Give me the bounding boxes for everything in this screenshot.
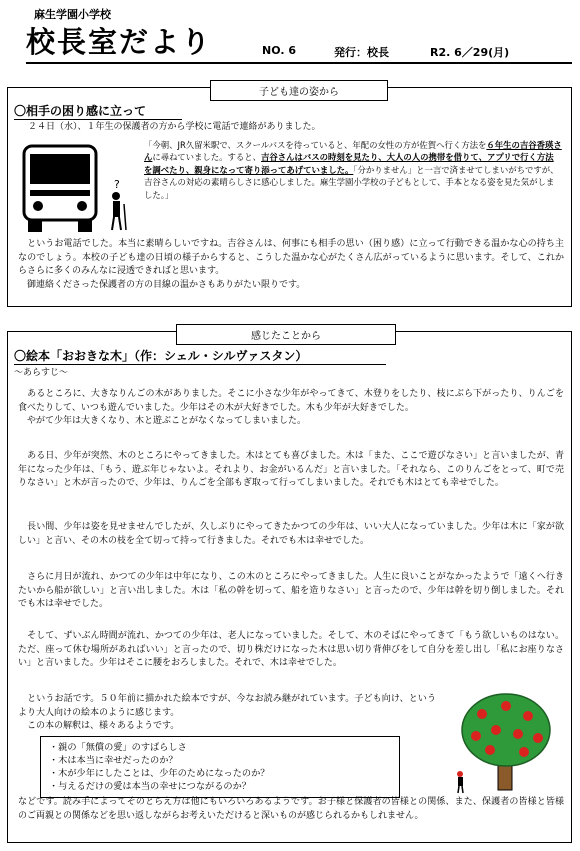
header-rule <box>26 62 572 64</box>
boy-body <box>458 777 463 786</box>
walking-cane <box>124 204 126 230</box>
boy-leg <box>458 786 459 793</box>
apple <box>491 725 501 735</box>
apple <box>501 701 511 711</box>
story-paragraph-6: というお話です。５０年前に描かれた絵本ですが、今なお読み継がれています。子ども向け、というより大人向けの絵本のように感じます。 この本の解釈は、様々あるようです。 <box>18 694 436 731</box>
section-label-feelings: 感じたことから <box>176 324 396 345</box>
old-woman-leg <box>112 217 114 230</box>
story-paragraph-5: そして、ずいぶん時間が流れ、かつての少年は、老人になっていました。そして、木のそばにやってきて「もう欲しいものはない。ただ、座って休む場所があればいい」と言ったので、切り株だけになった木は思い切り背伸びをして自分を差し出し「私にお座りなさい」と言いました。少年はそこに腰をおろしました。それで、木は幸せでした。 <box>18 631 564 668</box>
apple-tree-illustration <box>452 690 560 796</box>
bus-bumper-top <box>30 190 90 196</box>
apple <box>533 733 543 743</box>
issue-number: NO. 6 <box>262 44 296 57</box>
apple <box>477 709 487 719</box>
boy-head <box>457 771 463 777</box>
closing-paragraph: などです。読み手によってそのとらえ方は他にもいろいろあるようです。お子様と保護者の皆様との関係、また、保護者の皆様と皆様のご両親との関係などを思い返しながらお考えいただけると深いものが感じられるかもしれません。 <box>18 797 564 821</box>
boy-leg2 <box>462 786 463 793</box>
bus-illustration <box>18 142 134 237</box>
apple <box>519 747 529 757</box>
apple <box>471 731 481 741</box>
newsletter-title: 校長室だより <box>26 25 213 59</box>
apple <box>513 729 523 739</box>
quote-highlight-action: 吉谷さんはバスの時刻を見たり、大人の人の携帯を借りて、アプリで行く方法を調べたり、親身になって寄り添ってあげていました。 <box>144 152 554 175</box>
bus-windshield <box>30 154 90 184</box>
section2-heading: 〇絵本「おおきな木」（作：シェル・シルヴァスタン） <box>14 347 386 365</box>
question-mark: ? <box>114 178 120 191</box>
old-woman-body <box>113 201 120 217</box>
story-paragraph-4: さらに月日が流れ、かつての少年は中年になり、この木のところにやってきました。人生に良いことがなかったようで「遠くへ行きたいから船が欲しい」と言い出しました。木は「私の幹を切って、船を造りなさい」と言ったので、少年は幹を切り倒しました。それでも木は幸せでした。 <box>18 572 564 609</box>
issue-date: R2. 6／29(月) <box>430 46 510 59</box>
section-label-children: 子ども達の姿から <box>210 80 388 101</box>
old-woman-head <box>112 192 120 200</box>
parent-quote <box>144 139 562 201</box>
bus-wheel-left <box>28 220 42 232</box>
section1-heading: 〇相手の困り感に立って <box>14 102 182 120</box>
bus-headlight-left <box>33 201 43 211</box>
old-woman-leg2 <box>119 217 121 230</box>
bus-wheel-right <box>78 220 92 232</box>
story-paragraph-2: ある日、少年が突然、木のところにやってきました。木はとても喜びました。木は「また、ここで遊びなさい」と言いましたが、青年になった少年は、「もう、遊ぶ年じゃないよ。それより、お金がいるんだ」と言いました。「それなら、このりんごをとって、町で売りなさい」と木が言ったので、少年は、りんごを全部もぎ取って行ってしまいました。それでも木はとても幸せでした。 <box>18 451 564 488</box>
section1-body: というお電話でした。本当に素晴らしいですね。吉谷さんは、何事にも相手の思い（困り感）に立って行動できる温かな心の持ち主なのでしょう。本校の子ども達の日頃の様子からすると、こうした温かな心がたくさん広がっているように思います。そして、これからさらに多くのみんなに浸透できればと思います。 御連絡くださった保護者の方の目線の温かさもありがたい限りです。 <box>18 239 564 290</box>
story-paragraph-1: あるところに、大きなりんごの木がありました。そこに小さな少年がやってきて、木登りをしたり、枝にぶら下がったり、りんごを食べたりして、いつも遊んでいました。少年はその木が大好きでした。木も少年が大好きでした。 やがて少年は大きくなり、木と遊ぶことがなくなってしまいました。 <box>18 389 564 426</box>
school-name: 麻生学園小学校 <box>34 8 111 21</box>
synopsis-label: ～あらすじ～ <box>14 368 69 378</box>
bus-headlight-right <box>77 201 87 211</box>
quote-part1: 「今朝、JR久留米駅で、スクールバスを待っていると、年配の女性の方が佐賀へ行く方法を <box>144 140 487 150</box>
quote-part3: 「分かりません」と一言で済ませてしまいがちですが、吉谷さんの対応の素晴らしさに感心しました。麻生学園小学校の子どもとして、手本となる姿を見た気がしました。」 <box>144 164 559 200</box>
interpretation-list <box>40 736 400 798</box>
issuer: 発行：校長 <box>334 46 389 59</box>
quote-part2: に尋ねていました。すると、 <box>152 152 262 163</box>
apple <box>523 711 533 721</box>
section1-intro: ２４日（水）、１年生の保護者の方から学校に電話で連絡がありました。 <box>28 122 321 132</box>
quote-highlight-student: ６年生の吉谷香瑛さん <box>144 140 562 163</box>
interpretation-item: ・与えるだけの愛は本当の幸せにつながるのか？ <box>49 781 251 792</box>
story-paragraph-3: 長い間、少年は姿を見せませんでしたが、久しぶりにやってきたかつての少年は、いい大人になっていました。少年は木に「家が欲しい」と言い、その木の枝を全て切って持って行きました。それでも木は幸せでした。 <box>18 522 564 546</box>
interpretation-item: ・木は本当に幸せだったのか？ <box>49 755 178 766</box>
apple <box>485 745 495 755</box>
interpretation-item: ・親の「無償の愛」のすばらしさ <box>49 742 187 753</box>
interpretation-item: ・木が少年にしたことは、少年のためになったのか？ <box>49 768 270 779</box>
